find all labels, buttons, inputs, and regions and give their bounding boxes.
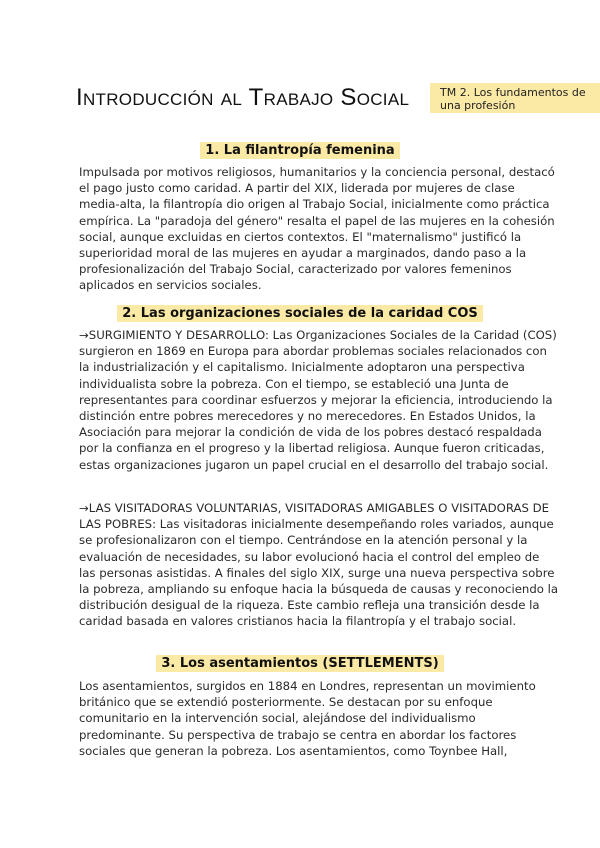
section-2-heading: 2. Las organizaciones sociales de la caridad COS (0, 306, 600, 321)
document-title: Introducción al Trabajo Social (76, 84, 410, 111)
section-3-paragraph: Los asentamientos, surgidos en 1884 en Londres, representan un movimiento británico que se extendió posteriormente. Se destacan por su enfoque comunitario en la intervención social, alejándose del individualismo predominante. Su perspectiva de trabajo se centra en abordar los factores sociales que generan la pobreza. Los asentamientos, como Toynbee Hall, (79, 679, 536, 758)
topic-tag: TM 2. Los fundamentos de una profesión (430, 83, 600, 113)
section-2-paragraph-1: →SURGIMIENTO Y DESARROLLO: Las Organizaciones Sociales de la Caridad (COS) surgieron en 1869 en Europa para abordar problemas sociales relacionados con la industrialización y el capitalismo. Inicialmente adoptaron una perspectiva individualista sobre la pobreza. Con el tiempo, se estableció una Junta de representantes para coordinar esfuerzos y mejorar la eficiencia, introduciendo la distinción entre pobres merecedores y no merecedores. En Estados Unidos, la Asociación para mejorar la condición de vida de los pobres destacó respaldada por la confianza en el progreso y la libertad religiosa. Aunque fueron criticadas, estas organizaciones jugaron un papel crucial en el desarrollo del trabajo social. (79, 328, 557, 472)
section-2-paragraph-2: →LAS VISITADORAS VOLUNTARIAS, VISITADORAS AMIGABLES O VISITADORAS DE LAS POBRES: Las visitadoras inicialmente desempeñando roles variados, aunque se profesionalizaron con el tiempo. Centrándose en la atención personal y la evaluación de necesidades, su labor evolucionó hacia el control del empleo de las personas asistidas. A finales del siglo XIX, surge una nueva perspectiva sobre la pobreza, ampliando su enfoque hacia la búsqueda de causas y reconociendo la distribución desigual de la riqueza. Este cambio refleja una transición desde la caridad basada en valores cristianos hacia la filantropía y el trabajo social. (79, 501, 559, 629)
section-1-paragraph: Impulsada por motivos religiosos, humanitarios y la conciencia personal, destacó el pago justo como caridad. A partir del XIX, liderada por mujeres de clase media-alta, la filantropía dio origen al Trabajo Social, inicialmente como práctica empírica. La "paradoja del género" resalta el papel de las mujeres en la cohesión social, aunque excluidas en ciertos contextos. El "maternalismo" justificó la superioridad moral de las mujeres en ayudar a marginados, dando paso a la profesionalización del Trabajo Social, caracterizado por valores femeninos aplicados en servicios sociales. (79, 165, 555, 293)
section-3-heading: 3. Los asentamientos (SETTLEMENTS) (0, 656, 600, 671)
section-1-heading: 1. La filantropía femenina (0, 143, 600, 158)
